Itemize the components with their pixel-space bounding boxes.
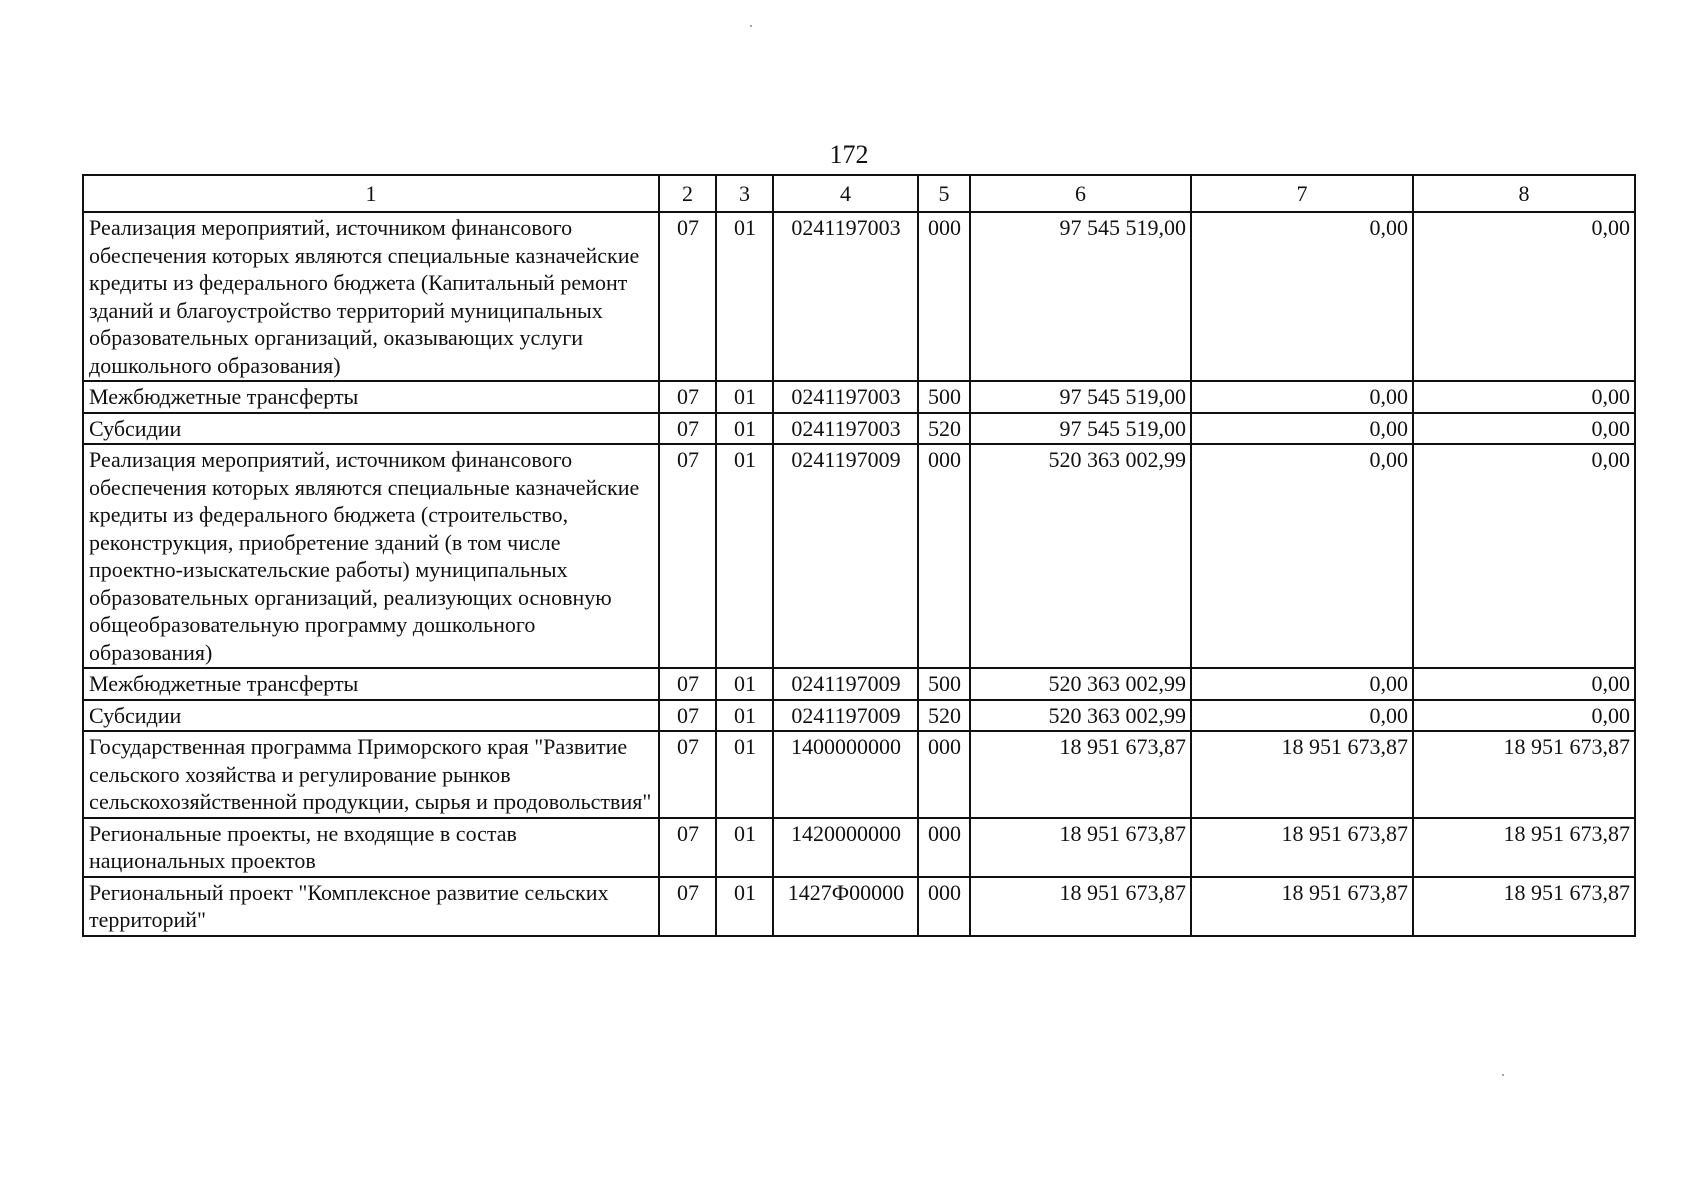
table-row <box>83 700 1635 732</box>
expense-type-code: 500 <box>918 381 970 413</box>
amount-col6: 520 363 002,99 <box>970 700 1191 732</box>
row-name: Реализация мероприятий, источником финансового обеспечения которых являются специальные казначейские кредиты из федерального бюджета (строительство, реконструкция, приобретение зданий (в том числе проектно-изыскательские работы) муниципальных образовательных организаций, реализующих основную общеобразовательную программу дошкольного образования) <box>83 444 659 668</box>
column-header: 8 <box>1413 175 1635 212</box>
table-row <box>83 413 1635 445</box>
amount-col8: 0,00 <box>1413 381 1635 413</box>
target-article-code: 1400000000 <box>773 731 918 818</box>
amount-col7: 0,00 <box>1191 668 1413 700</box>
section-code: 07 <box>659 668 716 700</box>
amount-col8: 0,00 <box>1413 668 1635 700</box>
amount-col7: 18 951 673,87 <box>1191 731 1413 818</box>
amount-col7: 18 951 673,87 <box>1191 818 1413 877</box>
target-article-code: 1427Ф00000 <box>773 877 918 936</box>
target-article-code: 1420000000 <box>773 818 918 877</box>
amount-col8: 18 951 673,87 <box>1413 877 1635 936</box>
section-code: 07 <box>659 381 716 413</box>
table-row <box>83 381 1635 413</box>
amount-col6: 520 363 002,99 <box>970 668 1191 700</box>
column-header: 7 <box>1191 175 1413 212</box>
amount-col7: 0,00 <box>1191 444 1413 668</box>
table-row <box>83 877 1635 936</box>
column-header: 2 <box>659 175 716 212</box>
row-name: Региональный проект "Комплексное развитие сельских территорий" <box>83 877 659 936</box>
subsection-code: 01 <box>716 444 773 668</box>
row-name: Государственная программа Приморского края "Развитие сельского хозяйства и регулирование рынков сельскохозяйственной продукции, сырья и продовольствия" <box>83 731 659 818</box>
expense-type-code: 000 <box>918 731 970 818</box>
subsection-code: 01 <box>716 381 773 413</box>
row-name: Межбюджетные трансферты <box>83 381 659 413</box>
section-code: 07 <box>659 700 716 732</box>
expense-type-code: 000 <box>918 818 970 877</box>
section-code: 07 <box>659 444 716 668</box>
subsection-code: 01 <box>716 731 773 818</box>
section-code: 07 <box>659 731 716 818</box>
target-article-code: 0241197003 <box>773 212 918 381</box>
amount-col7: 0,00 <box>1191 700 1413 732</box>
expense-type-code: 000 <box>918 212 970 381</box>
amount-col7: 0,00 <box>1191 413 1413 445</box>
column-header: 1 <box>83 175 659 212</box>
expense-type-code: 520 <box>918 413 970 445</box>
row-name: Реализация мероприятий, источником финансового обеспечения которых являются специальные казначейские кредиты из федерального бюджета (Капитальный ремонт зданий и благоустройство территорий муниципальных образовательных организаций, оказывающих услуги дошкольного образования) <box>83 212 659 381</box>
amount-col7: 18 951 673,87 <box>1191 877 1413 936</box>
column-header: 3 <box>716 175 773 212</box>
subsection-code: 01 <box>716 700 773 732</box>
header-row <box>83 175 1635 212</box>
amount-col6: 18 951 673,87 <box>970 877 1191 936</box>
target-article-code: 0241197009 <box>773 668 918 700</box>
amount-col7: 0,00 <box>1191 212 1413 381</box>
target-article-code: 0241197003 <box>773 381 918 413</box>
table-row <box>83 444 1635 668</box>
amount-col8: 0,00 <box>1413 444 1635 668</box>
column-header: 6 <box>970 175 1191 212</box>
row-name: Субсидии <box>83 700 659 732</box>
scan-speck <box>1502 1074 1504 1076</box>
expense-type-code: 500 <box>918 668 970 700</box>
subsection-code: 01 <box>716 413 773 445</box>
column-header: 4 <box>773 175 918 212</box>
expense-type-code: 000 <box>918 877 970 936</box>
amount-col6: 18 951 673,87 <box>970 818 1191 877</box>
page-number: 172 <box>829 140 869 169</box>
scan-speck <box>750 25 752 27</box>
amount-col6: 97 545 519,00 <box>970 381 1191 413</box>
table-row <box>83 818 1635 877</box>
budget-table <box>82 174 1636 937</box>
amount-col8: 0,00 <box>1413 700 1635 732</box>
amount-col6: 97 545 519,00 <box>970 413 1191 445</box>
row-name: Субсидии <box>83 413 659 445</box>
amount-col6: 18 951 673,87 <box>970 731 1191 818</box>
amount-col6: 97 545 519,00 <box>970 212 1191 381</box>
target-article-code: 0241197009 <box>773 700 918 732</box>
column-header: 5 <box>918 175 970 212</box>
section-code: 07 <box>659 877 716 936</box>
expense-type-code: 000 <box>918 444 970 668</box>
target-article-code: 0241197009 <box>773 444 918 668</box>
section-code: 07 <box>659 212 716 381</box>
table-row <box>83 668 1635 700</box>
table-row <box>83 212 1635 381</box>
amount-col8: 0,00 <box>1413 413 1635 445</box>
row-name: Межбюджетные трансферты <box>83 668 659 700</box>
section-code: 07 <box>659 818 716 877</box>
amount-col6: 520 363 002,99 <box>970 444 1191 668</box>
subsection-code: 01 <box>716 877 773 936</box>
amount-col8: 0,00 <box>1413 212 1635 381</box>
expense-type-code: 520 <box>918 700 970 732</box>
subsection-code: 01 <box>716 818 773 877</box>
row-name: Региональные проекты, не входящие в состав национальных проектов <box>83 818 659 877</box>
amount-col7: 0,00 <box>1191 381 1413 413</box>
amount-col8: 18 951 673,87 <box>1413 818 1635 877</box>
target-article-code: 0241197003 <box>773 413 918 445</box>
subsection-code: 01 <box>716 212 773 381</box>
amount-col8: 18 951 673,87 <box>1413 731 1635 818</box>
table-row <box>83 731 1635 818</box>
subsection-code: 01 <box>716 668 773 700</box>
section-code: 07 <box>659 413 716 445</box>
